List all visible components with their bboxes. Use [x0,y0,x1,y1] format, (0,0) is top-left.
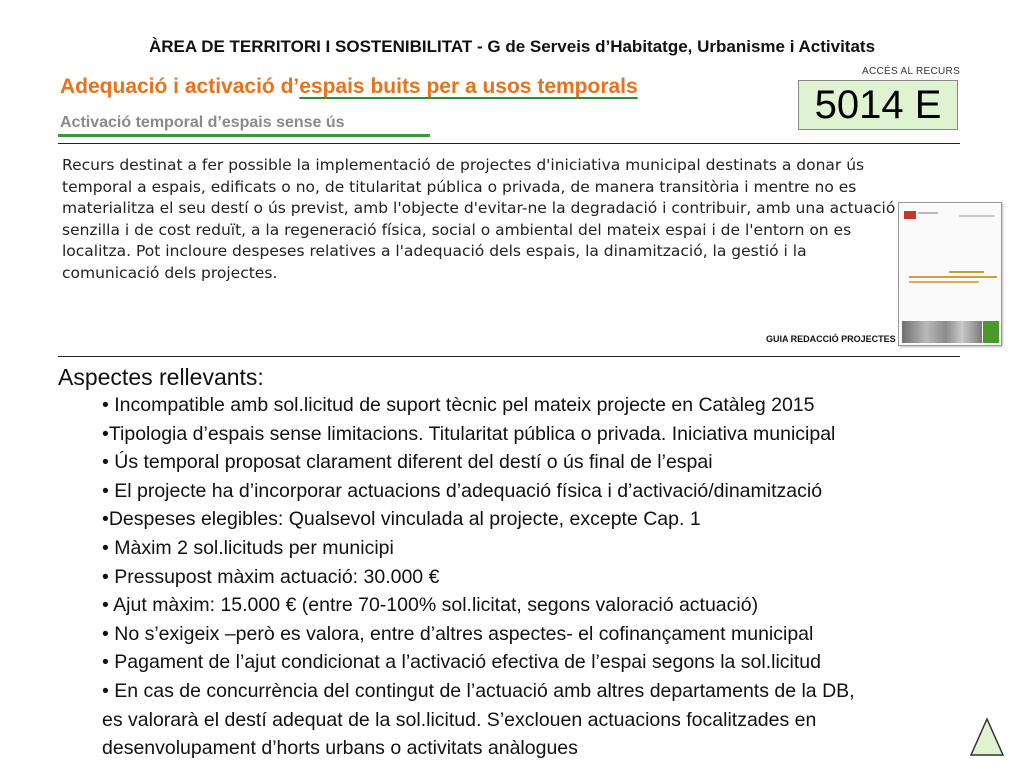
divider-top [58,143,960,144]
list-item: • No s’exigeix –però es valora, entre d’altres aspectes- el cofinançament municipal [102,622,814,645]
list-item: • Pressupost màxim actuació: 30.000 € [102,565,440,588]
list-item: • Màxim 2 sol.licituds per municipi [102,536,394,559]
header-title: ÀREA DE TERRITORI I SOSTENIBILITAT - G de Serveis d’Habitatge, Urbanisme i Activitats [148,37,876,56]
guide-cover-photo [902,321,982,343]
list-item: • Pagament de l’ajut condicionat a l’activació efectiva de l’espai segons la sol.licitud [102,651,821,674]
guide-thumbnail[interactable] [898,202,1002,346]
subtitle-underline [58,134,430,137]
diputacio-logo-icon [904,211,916,219]
list-item: •Tipologia d’espais sense limitacions. Titularitat pública o privada. Iniciativa municipal [102,422,836,445]
aspects-heading: Aspectes rellevants: [58,364,264,390]
list-item: • Incompatible amb sol.licitud de suport tècnic pel mateix projecte en Catàleg 2015 [102,394,815,416]
resource-title-part2: espais buits per a usos temporals [299,75,638,98]
resource-description: Recurs destinat a fer possible la implementació de projectes d'iniciativa municipal destinats a donar ús temporal a espais, edificats o no, de titularitat pública o privada, de manera transitòria i mentre no es materialitza el seu destí o ús previst, amb l'objecte d'evitar-ne la degradació i contribuir, amb una actuació senzilla i de cost reduït, a la regeneració física, social o ambiental del mateix espai i de l'entorn on es localitza. Pot incloure despeses relatives a l'adequació dels espais, la dinamització, la gestió i la comunicació dels projectes. [62,156,896,282]
resource-title-part1: Adequació i activació d’ [60,75,300,98]
resource-subtitle: Activació temporal d’espais sense ús [60,114,345,131]
guide-label: GUIA REDACCIÓ PROJECTES [766,334,896,344]
list-item: • Ajut màxim: 15.000 € (entre 70-100% sol.licitat, segons valoració actuació) [102,594,759,617]
resource-code-button[interactable]: 5014 E [798,80,958,130]
divider-bottom [58,356,960,357]
list-item: • Ús temporal proposat clarament diferent del destí o ús final de l’espai [102,451,713,474]
access-label: ACCÉS AL RECURS [862,66,961,77]
list-item: • El projecte ha d’incorporar actuacions d’adequació física i d’activació/dinamització [102,479,823,502]
aspects-list [102,391,1012,763]
resource-title [60,75,638,99]
list-item: • En cas de concurrència del contingut de l’actuació amb altres departaments de la DB, es valorarà el destí adequat de la sol.licitud. S’exclouen actuacions focalitzades en desenvolupament d’horts urbans o activitats anàlogues [102,679,855,760]
list-item: •Despeses elegibles: Qualsevol vinculada al projecte, excepte Cap. 1 [102,508,701,531]
up-triangle-icon[interactable] [969,717,1005,757]
